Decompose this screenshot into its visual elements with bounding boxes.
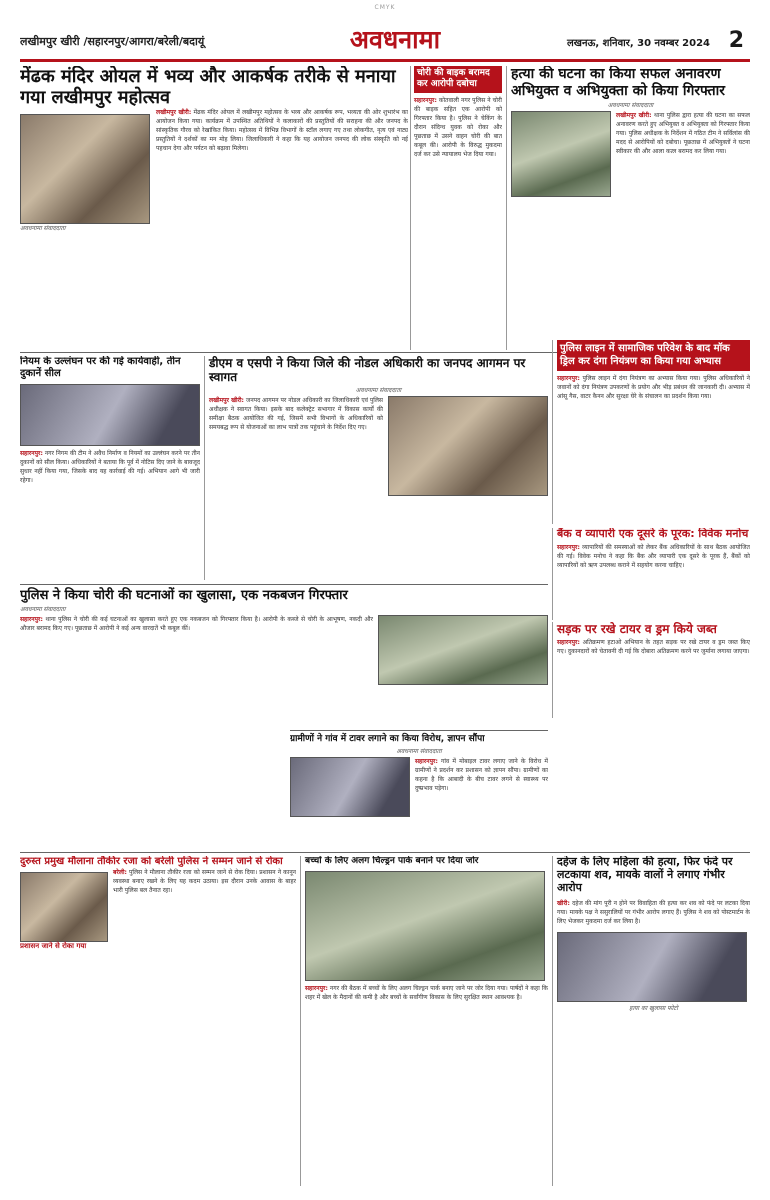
road-encroachment-body: अतिक्रमण हटाओ अभियान के तहत सड़क पर रखे टायर व ड्रम जब्त किए गए। दुकानदारों को चेतावनी दी गई कि दोबारा अतिक्रमण करने पर जुर्माना लगाया जाएगा।	[557, 639, 750, 656]
murder-reveal-body: थाना पुलिस द्वारा हत्या की घटना का सफल अनावरण करते हुए अभियुक्त व अभियुक्ता को गिरफ्तार किया गया। पुलिस अधीक्षक के निर्देशन में गठित टीम ने सर्विलांस की मदद से आरोपियों को दबोचा। पूछताछ में अभियुक्तों ने घटना स्वीकार की और आला कत्ल बरामद कर लिया गया।	[616, 112, 750, 156]
dowry-murder-caption: हत्या का खुलासा फोटो	[629, 1004, 678, 1012]
lead-byline: अवधनामा संवाददाता	[20, 225, 66, 233]
maulana-headline: दुरुस्त प्रमुख मौलाना तौकीर रजा को बरेली पुलिस ने सम्मन जाने से रोका	[20, 856, 283, 867]
lead-body: मेंढक मंदिर ओयल में लखीमपुर महोत्सव के भव्य और आकर्षक रूप, भव्यता की ओर शुभारंभ का आयोजन किया गया। कार्यक्रम में उपस्थित अतिथियों ने कलाकारों की प्रस्तुतियों की सराहना की और जनपद के सांस्कृतिक गौरव को रेखांकित किया। महोत्सव में विभिन्न विभागों के स्टॉल लगाए गए तथा लोकगीत, नृत्य एवं नाट्य प्रस्तुतियों ने दर्शकों का मन मोह लिया। जिलाधिकारी ने कहा कि यह आयोजन जनपद की लोक संस्कृति को नई पहचान देगा और पर्यटन को बढ़ावा मिलेगा।	[156, 109, 408, 153]
childrens-park-photo	[305, 871, 545, 981]
theft-reveal-photo	[378, 615, 548, 685]
shops-sealed-body: नगर निगम की टीम ने अवैध निर्माण व नियमों का उल्लंघन करने पर तीन दुकानों को सील किया। अधिकारियों ने बताया कि पूर्व में नोटिस दिए जाने के बावजूद सुधार नहीं किया गया, जिसके बाद यह कार्रवाई की गई। अभियान आगे भी जारी रहेगा।	[20, 449, 200, 484]
bike-story	[410, 66, 502, 350]
murder-reveal-place: लखीमपुर खीरी:	[616, 112, 652, 120]
theft-reveal-story	[20, 584, 548, 726]
dowry-murder-place: खीरी:	[557, 899, 570, 907]
nodal-officer-body: जनपद आगमन पर नोडल अधिकारी का जिलाधिकारी एवं पुलिस अधीक्षक ने स्वागत किया। इसके बाद कलेक्ट्रेट सभागार में विकास कार्यों की समीक्षा बैठक आयोजित की गई, जिसमें सभी विभागों के अधिकारियों को समयबद्ध रूप से योजनाओं का लाभ पात्रों तक पहुंचाने के निर्देश दिए गए।	[209, 397, 383, 432]
theft-reveal-headline: पुलिस ने किया चोरी की घटनाओं का खुलासा, एक नकबजन गिरफ्तार	[20, 588, 348, 603]
theft-reveal-byline: अवधनामा संवाददाता	[20, 606, 66, 614]
shops-sealed-photo	[20, 384, 200, 446]
childrens-park-headline: बच्चों के लिए अलग चिल्ड्रन पार्क बनाने पर दिया जोर	[305, 856, 479, 866]
dowry-murder-body: दहेज की मांग पूरी न होने पर विवाहिता की हत्या कर शव को फंदे पर लटका दिया गया। मायके पक्ष ने ससुरालियों पर गंभीर आरोप लगाए हैं। पुलिस ने शव को पोस्टमार्टम के लिए भेजकर मुकदमा दर्ज कर लिया है।	[557, 899, 750, 925]
lead-photo	[20, 114, 150, 224]
lead-headline: मेंढक मंदिर ओयल में भव्य और आकर्षक तरीके से मनाया गया लखीमपुर महोत्सव	[20, 66, 396, 109]
newspaper-logo: अवधनामा	[349, 25, 441, 54]
masthead	[20, 22, 750, 62]
maulana-place: बरेली:	[113, 868, 127, 876]
childrens-park-place: सहारनपुर:	[305, 984, 328, 992]
murder-reveal-byline: अवधनामा संवाददाता	[607, 102, 654, 110]
dowry-murder-photo	[557, 932, 747, 1002]
print-color-mark: CMYK	[374, 4, 396, 11]
tower-protest-byline: अवधनामा संवाददाता	[396, 747, 442, 755]
childrens-park-story	[300, 856, 548, 1186]
riot-drill-place: सहारनपुर:	[557, 375, 580, 382]
dowry-murder-headline: दहेज के लिए महिला की हत्या, फिर फंदे पर लटकाया शव, मायके वालों ने लगाए गंभीर आरोप	[557, 856, 733, 894]
road-encroachment-headline: सड़क पर रखे टायर व ड्रम किये जब्त	[557, 622, 717, 636]
riot-drill-body: पुलिस लाइन में दंगा नियंत्रण का अभ्यास किया गया। पुलिस अधिकारियों ने जवानों को दंगा नियंत्रण उपकरणों के प्रयोग और भीड़ प्रबंधन की जानकारी दी। अभ्यास में आंसू गैस, वाटर कैनन और सुरक्षा घेरे के संचालन का प्रदर्शन किया गया।	[557, 375, 750, 400]
page-number: 2	[728, 28, 744, 53]
nodal-officer-photo	[388, 396, 548, 496]
maulana-body: पुलिस ने मौलाना तौकीर रजा को सम्मन जाने से रोक दिया। प्रशासन ने कानून व्यवस्था बनाए रखने के लिए यह कदम उठाया। इस दौरान उनके आवास के बाहर भारी पुलिस बल तैनात रहा।	[113, 868, 296, 894]
bank-traders-place: सहारनपुर:	[557, 543, 580, 551]
nodal-officer-headline: डीएम व एसपी ने किया जिले की नोडल अधिकारी का जनपद आगमन पर स्वागत	[209, 356, 526, 385]
tower-protest-photo	[290, 757, 410, 817]
maulana-story	[20, 856, 296, 1186]
dowry-murder-story	[552, 856, 750, 1186]
shops-sealed-headline: नियम के उल्लंघन पर की गई कार्यवाही, तीन दुकानें सील	[20, 356, 181, 379]
shops-sealed-story	[20, 356, 200, 580]
tower-protest-story	[290, 730, 548, 848]
theft-reveal-body: थाना पुलिस ने चोरी की कई घटनाओं का खुलासा करते हुए एक नकबजन को गिरफ्तार किया है। आरोपी के कब्जे से चोरी के आभूषण, नकदी और औजार बरामद किए गए। पूछताछ में आरोपी ने कई अन्य वारदातें भी कबूल कीं।	[20, 616, 373, 633]
murder-reveal-photo	[511, 111, 611, 197]
bank-traders-story	[552, 528, 750, 620]
riot-drill-headline: पुलिस लाइन में सामाजिक परिवेश के बाद मॉक ड्रिल कर दंगा नियंत्रण का किया गया अभ्यास	[557, 340, 750, 371]
bike-body: कोतवाली नगर पुलिस ने चोरी की बाइक सहित एक आरोपी को गिरफ्तार किया है। पुलिस ने चेकिंग के दौरान संदिग्ध युवक को रोका और पूछताछ में उसने वाहन चोरी की बात कबूल की। आरोपी के विरुद्ध मुकदमा दर्ज कर उसे न्यायालय भेज दिया गया।	[414, 96, 502, 158]
road-encroachment-story	[552, 622, 750, 718]
dateline: लखनऊ, शनिवार, 30 नवम्बर 2024	[567, 38, 710, 49]
nodal-officer-story	[204, 356, 548, 580]
riot-drill-story	[552, 340, 750, 524]
bank-traders-headline: बैंक व व्यापारी एक दूसरे के पूरक: विवेक मनोच	[557, 528, 749, 540]
road-encroachment-place: सहारनपुर:	[557, 639, 580, 647]
tower-protest-body: गांव में मोबाइल टावर लगाए जाने के विरोध में ग्रामीणों ने प्रदर्शन कर प्रशासन को ज्ञापन सौंपा। ग्रामीणों का कहना है कि आबादी के बीच टावर लगने से स्वास्थ्य पर दुष्प्रभाव पड़ेगा।	[415, 757, 548, 792]
tower-protest-place: सहारनपुर:	[415, 757, 438, 765]
maulana-photo	[20, 872, 108, 942]
maulana-subhead: प्रशासन जाने से रोका गया	[20, 941, 87, 950]
childrens-park-body: नगर की बैठक में बच्चों के लिए अलग चिल्ड्रन पार्क बनाए जाने पर जोर दिया गया। पार्षदों ने कहा कि शहर में खेल के मैदानों की कमी है और बच्चों के सर्वांगीण विकास के लिए सुरक्षित स्थान आवश्यक है।	[305, 984, 548, 1001]
nodal-officer-byline: अवधनामा संवाददाता	[355, 387, 402, 395]
lead-story	[20, 66, 408, 350]
theft-reveal-place: सहारनपुर:	[20, 616, 43, 624]
nodal-officer-place: लखीमपुर खीरी:	[209, 397, 244, 405]
bike-place: सहारनपुर:	[414, 96, 437, 104]
murder-reveal-headline: हत्या की घटना का किया सफल अनावरण अभियुक्त व अभियुक्ता को किया गिरफ्तार	[511, 66, 725, 99]
bike-headline: चोरी की बाइक बरामद कर आरोपी दबोचा	[414, 66, 502, 93]
murder-reveal-story	[506, 66, 750, 350]
bank-traders-body: व्यापारियों की समस्याओं को लेकर बैंक अधिकारियों के साथ बैठक आयोजित की गई। विवेक मनोच ने कहा कि बैंक और व्यापारी एक दूसरे के पूरक हैं, बैंकों को व्यापारियों को ऋण उपलब्ध कराने में सहयोग करना चाहिए।	[557, 543, 750, 569]
lower-section-divider	[20, 852, 750, 853]
edition-cities: लखीमपुर खीरी /सहारनपुर/आगरा/बरेली/बदायूं	[20, 35, 205, 48]
tower-protest-headline: ग्रामीणों ने गांव में टावर लगाने का किया विरोध, ज्ञापन सौंपा	[290, 734, 485, 744]
lead-place: लखीमपुर खीरी:	[156, 109, 192, 117]
shops-sealed-place: सहारनपुर:	[20, 449, 43, 457]
